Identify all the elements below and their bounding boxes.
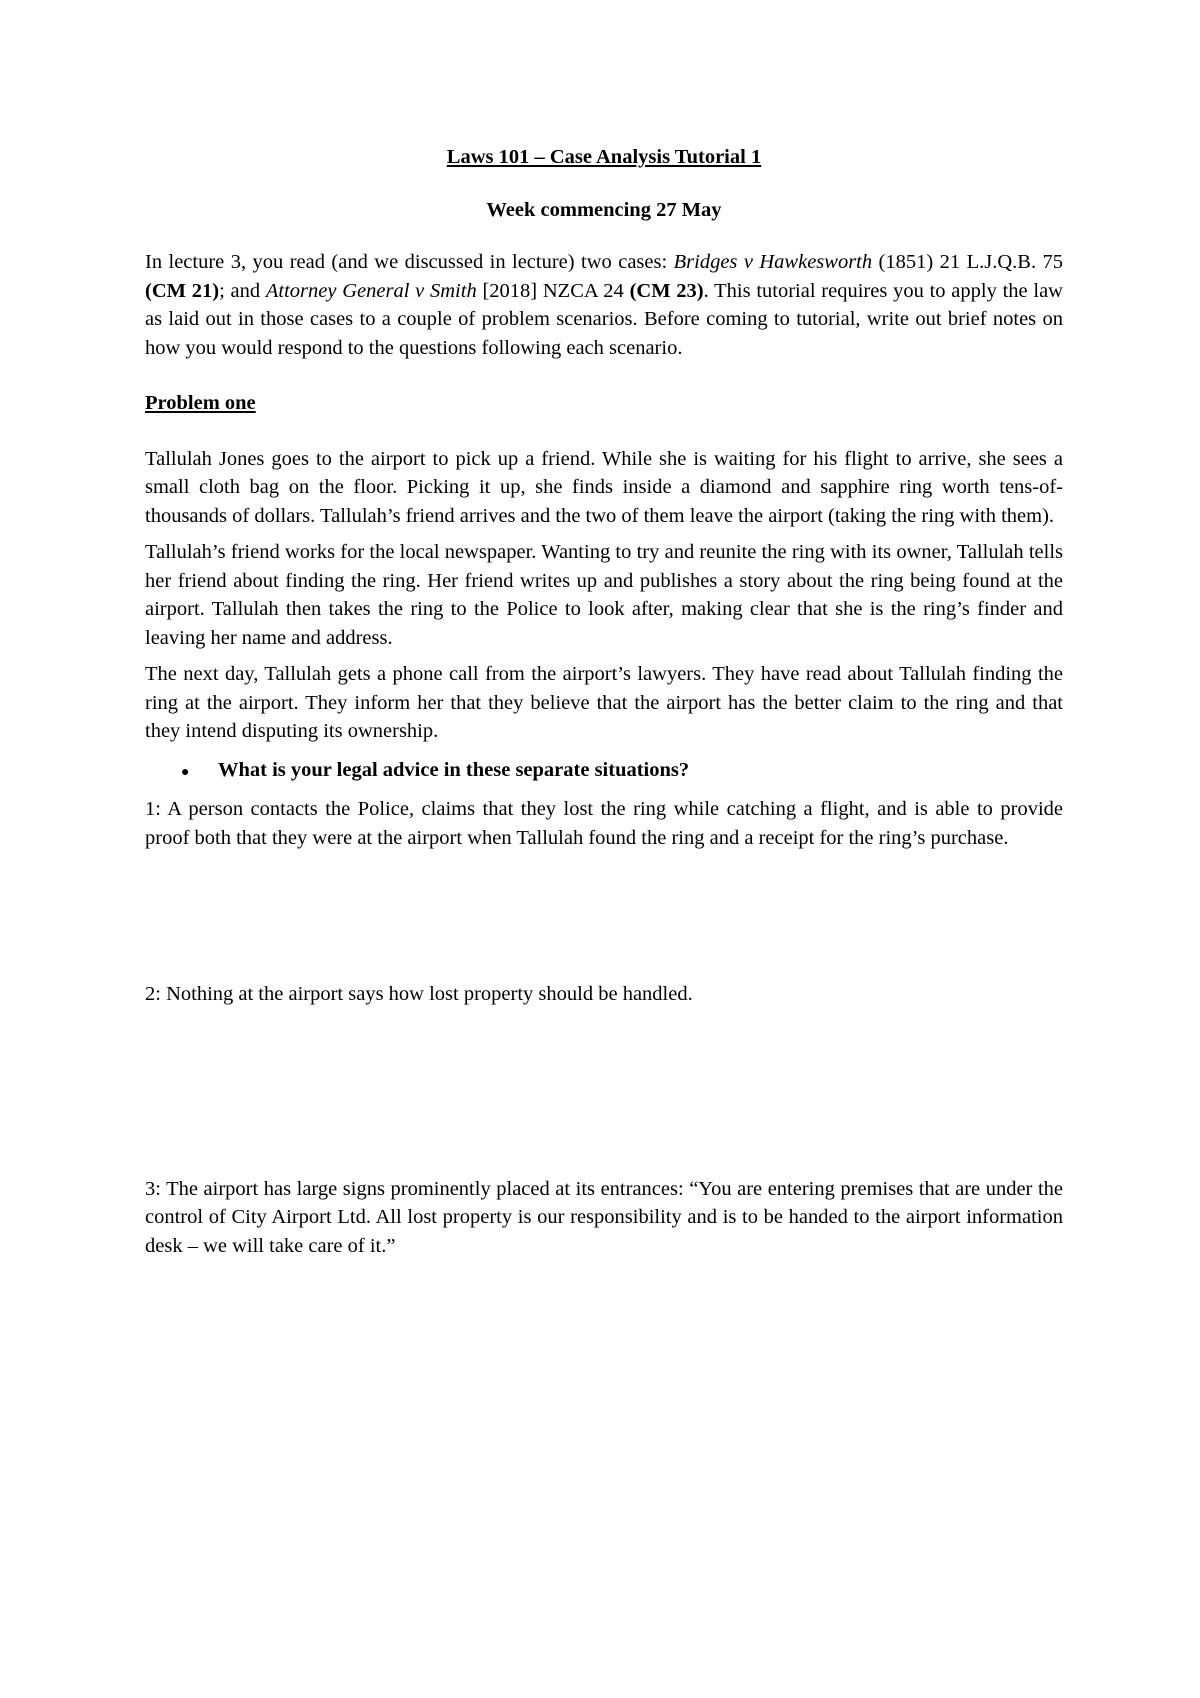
question-3: 3: The airport has large signs prominently placed at its entrances: “You are entering premises that are under the control of City Airport Ltd. All lost property is our responsibility and is to be handed to the airport information desk – we will take care of it.”	[145, 1177, 1063, 1257]
course-materials-ref-1: (CM 21)	[145, 279, 220, 302]
document-title: Laws 101 – Case Analysis Tutorial 1	[446, 146, 762, 168]
intro-text-4: [2018] NZCA 24	[476, 279, 630, 302]
document-subtitle: Week commencing 27 May	[486, 198, 722, 221]
course-materials-ref-2: (CM 23)	[629, 279, 704, 302]
intro-text-3: ; and	[219, 279, 266, 302]
case-name-smith: Attorney General v Smith	[265, 279, 477, 302]
bullet-question: What is your legal advice in these separate situations?	[218, 758, 690, 781]
question-2: 2: Nothing at the airport says how lost property should be handled.	[145, 983, 693, 1005]
intro-text-5: . This tutorial requires you to apply the law as laid out in those cases to a couple of problem scenarios. Before coming to tutorial, write out brief notes on how you would respond to the questions following each scenario.	[145, 279, 1063, 359]
problem-heading: Problem one	[145, 392, 256, 414]
intro-text-1: In lecture 3, you read (and we discussed in lecture) two cases:	[145, 251, 674, 273]
bullet-icon: ●	[181, 764, 190, 780]
scenario-paragraph: Tallulah’s friend works for the local newspaper. Wanting to try and reunite the ring with its owner, Tallulah tells her friend about finding the ring. Her friend writes up and publishes a story about the ring being found at the airport. Tallulah then takes the ring to the Police to look after, making clear that she is the ring’s finder and leaving her name and address.	[145, 541, 1063, 649]
intro-paragraph	[145, 248, 1063, 362]
bullet-item	[145, 756, 1063, 788]
scenario-paragraph: The next day, Tallulah gets a phone call from the airport’s lawyers. They have read about Tallulah finding the ring at the airport. They inform her that they believe that the airport has the better claim to the ring and that they intend disputing its ownership.	[145, 663, 1063, 742]
question-1: 1: A person contacts the Police, claims that they lost the ring while catching a flight, and is able to provide proof both that they were at the airport when Tallulah found the ring and a receipt for the ring’s purchase.	[145, 798, 1063, 849]
case-name-bridges: Bridges v Hawkesworth	[673, 251, 873, 273]
scenario-paragraph: Tallulah Jones goes to the airport to pick up a friend. While she is waiting for his flight to arrive, she sees a small cloth bag on the floor. Picking it up, she finds inside a diamond and sapphire ring worth tens-of-thousands of dollars. Tallulah’s friend arrives and the two of them leave the airport (taking the ring with them).	[145, 447, 1063, 527]
intro-text-2: (1851) 21 L.J.Q.B. 75	[872, 251, 1063, 273]
document-page	[145, 143, 1063, 1260]
